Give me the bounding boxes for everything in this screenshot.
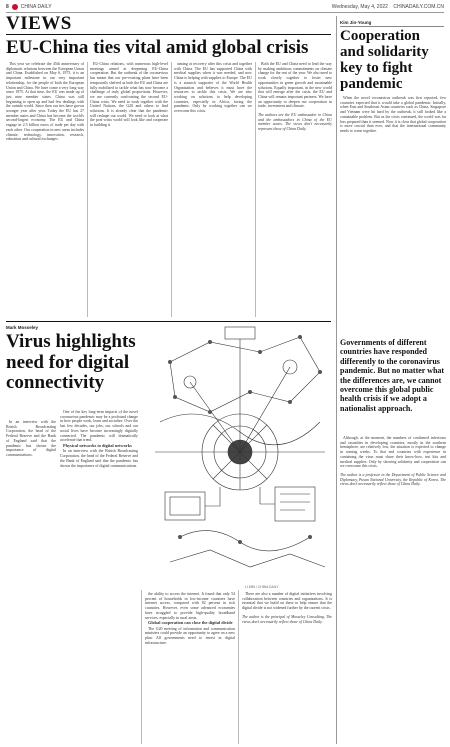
site-url: CHINADAILY.COM.CN — [393, 4, 444, 10]
article2-pullquote: Governments of different countries have responded differently to the coronavirus pandemic. But no matter what the differences are, we cannot overcome this global public health crisis if we adopt a nationalist approach. — [340, 338, 445, 413]
article2-column-bottom — [340, 436, 446, 742]
article3-headline: Virus highlights need for digital connectivity — [6, 331, 136, 393]
article2-author-note: The author is a professor in the Department of Public Science and Diplomacy, Pusan National University, the Republic of Korea. The views don't necessarily reflect those of China Daily. — [340, 472, 446, 487]
article1-column-2 — [90, 62, 168, 317]
column-divider — [255, 62, 256, 317]
article1-col2-text: EU-China relations, with numerous high-level meetings aimed at deepening EU-China cooperation. But the outbreak of the coronavirus has meant that our pre-existing plans have been temporarily shelved as both the EU and China are fully mobilised to tackle what has now become a challenge of truly global proportions. However, we are currently confronting the second EU-China crisis. We need to work together with the United Nations, the G20 and others to find solutions. It is already clear that the pandemic will reshape our world. We need to look at what the post-crisis world will look like and cooperate in building it. — [90, 62, 168, 128]
article3-col3-text: There are also a number of digital initiatives involving collaboration between countries and organizations. It is essential that we build on these to help ensure that the digital divide is not widened further by the current crisis. — [242, 592, 332, 611]
column-divider — [141, 590, 142, 744]
right-column-divider — [336, 16, 337, 744]
article3-col2-text: the ability to access the internet. It found that only 54 percent of households in low-income countries have internet access, compared with 82 percent in rich countries. However, even some advanced economies have struggled to provide high-quality broadband services, especially in rural areas. — [145, 592, 235, 620]
section-title: VIEWS — [6, 13, 72, 34]
china-daily-logo-icon — [12, 4, 18, 10]
article3-column-0 — [6, 420, 56, 744]
article3-col1b-text: In an interview with the British Broadcasting Corporation, the head of the Federal Reserve and the Bank of England said that the pandemic has shown the importance of digital communications. — [60, 449, 138, 468]
article1-col1-text: This year we celebrate the 45th anniversary of diplomatic relations between the European Union and China. Established on May 6, 1975, it is an important milestone in our very important relationship, for the people of both the European Union and China. We have come a very long way since 1975. At that time, the EU was made up of just nine member states. China was still beginning to open up and had few dealings with the outside world. Since then our ties have grown stronger year after year. Today the EU has 27 member states and China has become the world's second-largest economy. The EU and China engage in 2.5 billion euros of trade per day with each other. Our cooperation in new areas includes climate, technology, innovation, research, education and cultural exchanges. — [6, 62, 84, 142]
article3-column-3 — [242, 592, 332, 744]
article3-subhead-1: Physical networks to digital networks — [63, 442, 132, 448]
article3-col2b-text: The G20 meeting of information and communication ministers could provide an opportunity to agree on a new plan. All governments need to invest in digital infrastructure. — [145, 626, 235, 645]
article3-column-1 — [60, 410, 138, 744]
article1-col4-text: Both the EU and China need to lead the way by making ambitious commitments on climate change for the rest of the year. We also need to work closely together to foster new opportunities in green growth and sustainable solutions. Equally important, in the new world that will emerge after the crisis, the EU and China will remain important partners. We have an opportunity to deepen our cooperation in trade, investment and climate. — [258, 62, 332, 109]
masthead-bar — [6, 3, 444, 11]
page-number: 8 — [6, 4, 9, 10]
column-divider — [238, 590, 239, 744]
article2-headline: Cooperation and solidarity key to fight pandemic — [340, 28, 429, 92]
article1-col3-text: aiming at recovery after this crisis and together with China. The EU has supported China with medical supplies when it was needed, and now China is helping with supplies to Europe. The EU is a staunch supporter of the World Health Organization and believes it must have the resources to tackle this crisis. We are also working on solutions to help developing countries, especially in Africa, facing the pandemic. Only by working together can we overcome this crisis. — [174, 62, 252, 114]
masthead-left — [6, 4, 52, 10]
illustration-caption: LI MIN / CHINA DAILY — [245, 585, 279, 589]
article3-col1-text: One of the key long-term impacts of the novel coronavirus pandemic may be a profound change in how people work, learn and socialize. Over the last few decades, our jobs, our schools and our social lives have become increasingly digitally connected. The pandemic will dramatically accelerate that trend. — [60, 410, 138, 443]
issue-date: Wednesday, May 4, 2022 — [331, 4, 388, 10]
article1-column-1 — [6, 62, 84, 317]
article2-column-top — [340, 96, 446, 334]
column-divider — [171, 62, 172, 317]
article1-headline: EU-China ties vital amid global crisis — [6, 37, 309, 58]
article3-col0-text: In an interview with the British Broadcasting Corporation, the head of the Federal Reserve and the Bank of England said that the pandemic has shown the importance of digital communications. — [6, 420, 56, 457]
publication-name: CHINA DAILY — [20, 4, 52, 10]
article3-illustration — [150, 322, 330, 582]
network-illustration-icon — [150, 322, 330, 582]
article1-column-3 — [174, 62, 252, 317]
article1-author-note: The authors are the EU ambassador to China and the ambassadors in China of the EU member states. The views don't necessarily represent those of China Daily. — [258, 113, 332, 132]
article3-byline: Mark Mosseley — [6, 325, 39, 330]
article2-top-text: When the novel coronavirus outbreak was first reported, few countries expected that it would take a global pandemic. Initially, when East and Southeast Asian countries such as China, Singapore and Vietnam were hit hard by the outbreak, it still looked like a containable problem. But as the crisis continued, the world was far less prepared than it seemed. Now it is clear that global cooperation is more crucial than ever, and that the international community needs to come together. — [340, 96, 446, 133]
section-rule — [6, 34, 331, 35]
article3-column-2 — [145, 592, 235, 744]
column-divider — [87, 62, 88, 317]
article1-column-4 — [258, 62, 332, 317]
article2-byline: Kim Jin-Young — [340, 20, 372, 25]
masthead-right — [332, 4, 444, 10]
article3-author-note: The author is the principal of Mosseley Consulting. The views don't necessarily reflect those of China Daily. — [242, 614, 332, 624]
article2-bottom-text: Although, at the moment, the numbers of confirmed infections and casualties in developing countries, mostly in the southern hemisphere, are relatively low, the situation is expected to change in coming weeks. To that end countries with experience in containing the virus must share their know-how, test kits and medical supplies. Only by showing solidarity and cooperation can we overcome this crisis. — [340, 436, 446, 469]
article3-subhead-2: Global cooperation can close the digital divide — [148, 620, 233, 626]
article2-byline-rule — [340, 26, 444, 27]
